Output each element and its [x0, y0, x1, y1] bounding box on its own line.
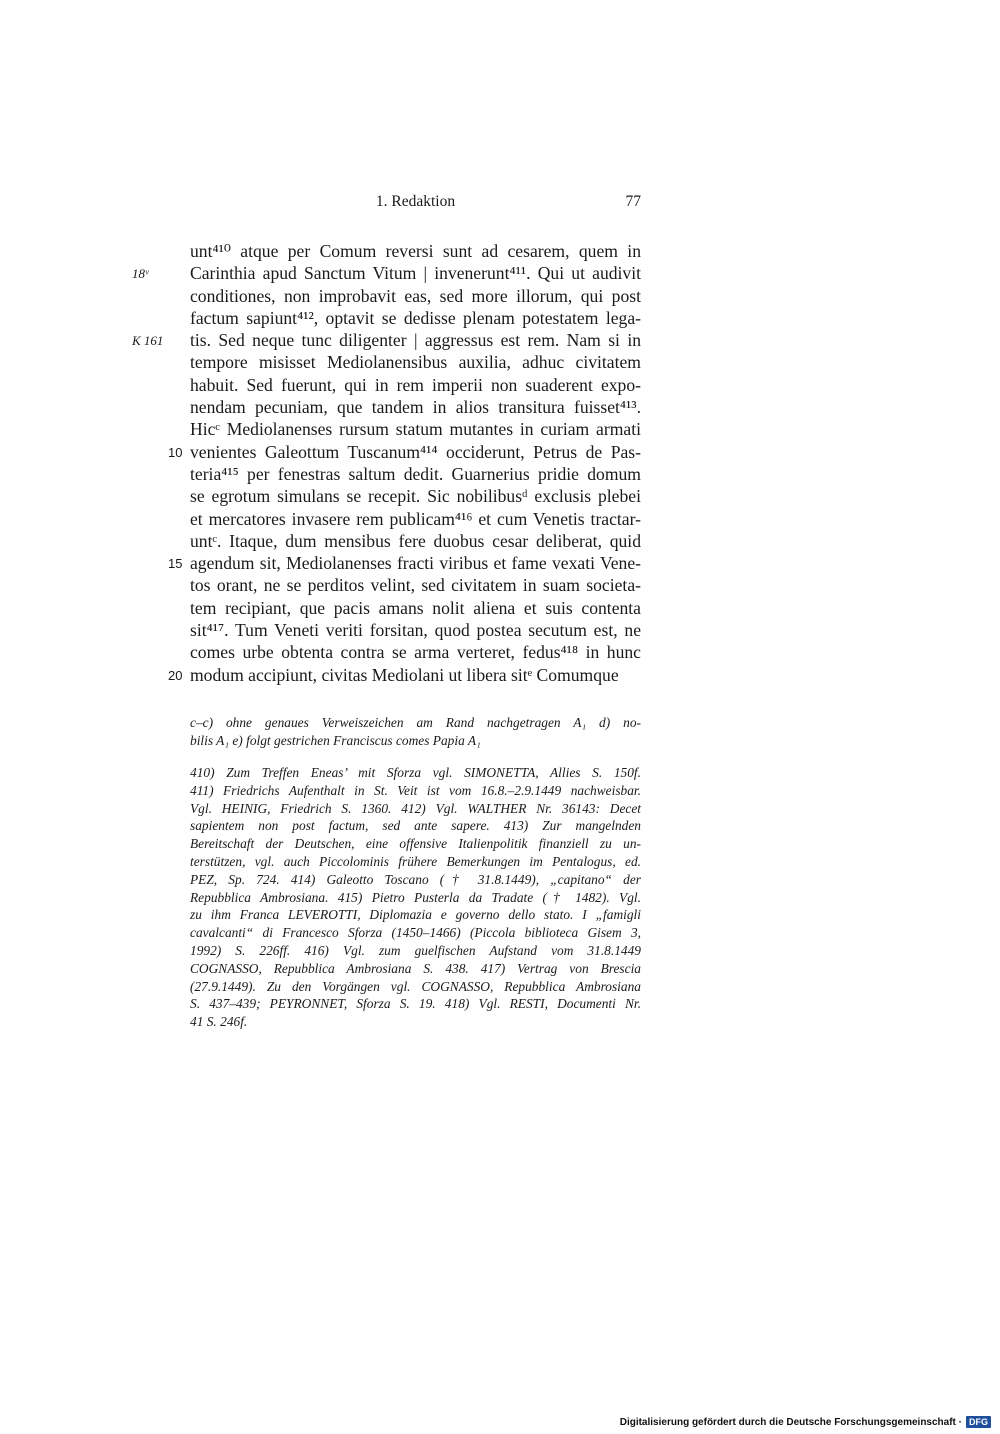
text-line: habuit. Sed fuerunt, qui in rem imperii non suaderent expo-	[190, 374, 641, 395]
text-line-content: agendum sit, Mediolanenses fracti viribus et fame vexati Vene-	[190, 553, 641, 574]
text-line	[132, 262, 641, 284]
footnote-line: 411) Friedrichs Aufenthalt in St. Veit ist vom 16.8.–2.9.1449 nachweisbar.	[190, 782, 641, 798]
k-reference-marker: K 161	[132, 333, 164, 349]
footnote-line: PEZ, Sp. 724. 414) Galeotto Toscano († 31.8.1449), „capitano“ der	[190, 871, 641, 887]
folio-marker: 18ᵛ	[132, 266, 149, 282]
text-line-content: modum accipiunt, civitas Mediolani ut libera sitᵉ Comumque	[190, 664, 619, 685]
footnote-line: (27.9.1449). Zu den Vorgängen vgl. COGNASSO, Repubblica Ambrosiana	[190, 978, 641, 994]
line-number: 20	[168, 667, 183, 683]
text-line	[168, 441, 641, 463]
apparatus-line: c–c) ohne genaues Verweiszeichen am Rand nachgetragen A₁ d) no-	[190, 715, 641, 730]
footnote-line: COGNASSO, Repubblica Ambrosiana S. 438. 417) Vertrag von Brescia	[190, 960, 641, 976]
text-line: nendam pecuniam, que tandem in alios transitura fuisset⁴¹³.	[190, 397, 641, 418]
dfg-logo: DFG	[966, 1416, 991, 1428]
text-line: conditiones, non improbavit eas, sed more illorum, qui post	[190, 285, 641, 306]
text-line: Hicᶜ Mediolanenses rursum statum mutantes in curiam armati	[190, 419, 641, 440]
critical-apparatus	[190, 714, 641, 750]
footnote-line: sapientem non post factum, sed ante sapere. 413) Zur mangelnden	[190, 818, 641, 834]
footnote-line: cavalcanti“ di Francesco Sforza (1450–1466) (Piccola biblioteca Gisem 3,	[190, 925, 641, 941]
page-number: 77	[625, 193, 641, 210]
funding-text: Digitalisierung gefördert durch die Deutsche Forschungsgemeinschaft ·	[619, 1416, 962, 1428]
footnote-line: 410) Zum Treffen Eneas’ mit Sforza vgl. SIMONETTA, Allies S. 150f.	[190, 765, 641, 780]
text-line: unt⁴¹⁰ atque per Comum reversi sunt ad cesarem, quem in	[190, 241, 641, 261]
text-line	[168, 664, 641, 686]
running-title: 1. Redaktion	[375, 193, 456, 210]
main-text	[132, 240, 641, 686]
line-number: 10	[168, 444, 183, 460]
text-line: et mercatores invasere rem publicam⁴¹⁶ et cum Venetis tractar-	[190, 508, 641, 529]
text-line	[168, 552, 641, 574]
text-line: factum sapiunt⁴¹², optavit se dedisse plenam potestatem lega-	[190, 307, 641, 328]
text-line: tos orant, ne se perditos velint, sed civitatem in suam societa-	[190, 575, 641, 596]
running-head	[190, 193, 641, 215]
text-line: teria⁴¹⁵ per fenestras saltum dedit. Guarnerius pridie domum	[190, 463, 641, 484]
text-line-content: tis. Sed neque tunc diligenter | aggressus est rem. Nam si in	[190, 330, 641, 351]
footnotes	[190, 764, 641, 1031]
footnote-line: S. 437–439; PEYRONNET, Sforza S. 19. 418) Vgl. RESTI, Documenti Nr.	[190, 996, 641, 1012]
funding-notice	[620, 1416, 991, 1428]
text-line	[132, 329, 641, 351]
footnote-line: terstützen, vgl. auch Piccolominis frühere Bemerkungen im Pentalogus, ed.	[190, 853, 641, 869]
apparatus-line: bilis A₁ e) folgt gestrichen Franciscus comes Papia A₁	[190, 732, 481, 748]
text-line: tem recipiant, que pacis amans nolit aliena et suis contenta	[190, 597, 641, 618]
footnote-line: 41 S. 246f.	[190, 1014, 248, 1030]
text-line-content: Carinthia apud Sanctum Vitum | invenerunt⁴¹¹. Qui ut audivit	[190, 263, 641, 284]
text-line-content: venientes Galeottum Tuscanum⁴¹⁴ occiderunt, Petrus de Pas-	[190, 441, 641, 462]
footnote-line: Bereitschaft der Deutschen, eine offensive Italienpolitik finanziell zu un-	[190, 836, 641, 852]
footnote-line: zu ihm Franca LEVEROTTI, Diplomazia e governo dello stato. I „famigli	[190, 907, 641, 923]
footnote-line: Repubblica Ambrosiana. 415) Pietro Pusterla da Tradate († 1482). Vgl.	[190, 889, 641, 905]
text-line: comes urbe obtenta contra se arma verteret, fedus⁴¹⁸ in hunc	[190, 642, 641, 663]
footnote-line: 1992) S. 226ff. 416) Vgl. zum guelfischen Aufstand vom 31.8.1449	[190, 942, 641, 958]
text-line: untᶜ. Itaque, dum mensibus fere duobus cesar deliberat, quid	[190, 530, 641, 551]
line-number: 15	[168, 556, 183, 572]
footnote-line: Vgl. HEINIG, Friedrich S. 1360. 412) Vgl. WALTHER Nr. 36143: Decet	[190, 800, 641, 816]
text-line: se egrotum simulans se recepit. Sic nobilibusᵈ exclusis plebei	[190, 486, 641, 507]
text-line: tempore misisset Mediolanensibus auxilia, adhuc civitatem	[190, 352, 641, 373]
text-line: sit⁴¹⁷. Tum Veneti veriti forsitan, quod postea secutum est, ne	[190, 620, 641, 641]
